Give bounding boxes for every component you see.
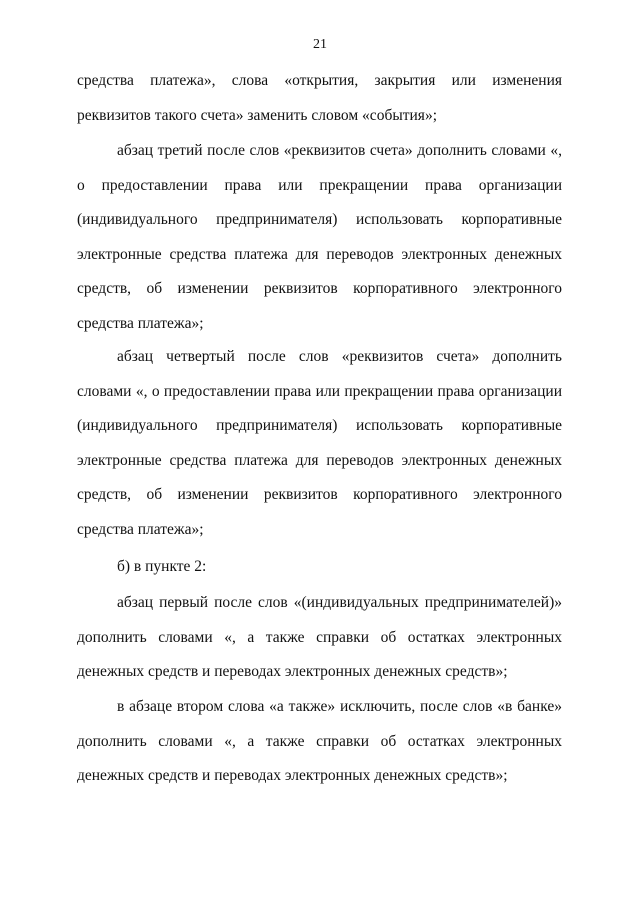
paragraph-text: абзац четвертый после слов «реквизитов счета» дополнить словами «, о предоставлении права или прекращении права организации (индивидуального предпринимателя) использовать корпоративные электронные средства платежа для переводов электронных денежных средств, об изменении реквизитов корпоративного электронного средства платежа»; bbox=[77, 348, 562, 538]
paragraph-text: абзац первый после слов «(индивидуальных предпринимателей)» дополнить словами «, а также справки об остатках электронных денежных средств и переводах электронных денежных средств»; bbox=[77, 594, 562, 680]
paragraph-continuation bbox=[77, 64, 562, 133]
paragraph-punkt-2 bbox=[77, 550, 562, 585]
paragraph-text: средства платежа», слова «открытия, закрытия или изменения реквизитов такого счета» заменить словом «события»; bbox=[77, 72, 562, 124]
paragraph-abzac-tretiy bbox=[77, 134, 562, 341]
paragraph-abzac-chetvertyy bbox=[77, 340, 562, 547]
paragraph-text: абзац третий после слов «реквизитов счета» дополнить словами «, о предоставлении права или прекращении права организации (индивидуального предпринимателя) использовать корпоративные электронные средства платежа для переводов электронных денежных средств, об изменении реквизитов корпоративного электронного средства платежа»; bbox=[77, 142, 562, 332]
page-number: 21 bbox=[313, 37, 327, 52]
paragraph-abzac-vtoroy bbox=[77, 690, 562, 794]
paragraph-text: б) в пункте 2: bbox=[117, 558, 207, 575]
paragraph-abzac-pervyy bbox=[77, 586, 562, 690]
paragraph-text: в абзаце втором слова «а также» исключить, после слов «в банке» дополнить словами «, а также справки об остатках электронных денежных средств и переводах электронных денежных средств»; bbox=[77, 698, 562, 784]
